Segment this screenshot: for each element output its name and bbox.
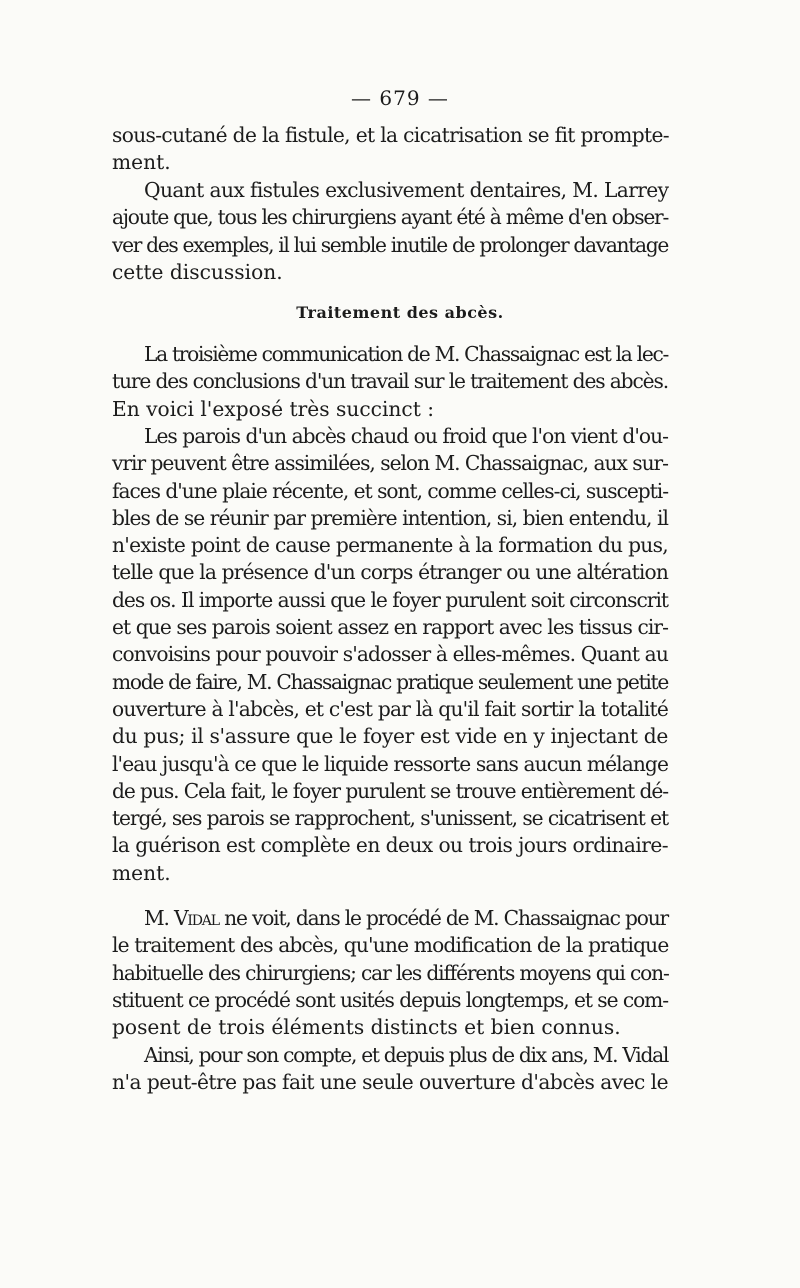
text-line: faces d'une plaie récente, et sont, comme celles-ci, suscepti-	[112, 478, 668, 503]
text-line: ture des conclusions d'un travail sur le traitement des abcès.	[112, 369, 668, 394]
text-line: habituelle des chirurgiens; car les différents moyens qui con-	[112, 960, 669, 985]
text-line: et que ses parois soient assez en rapport avec les tissus cir-	[112, 615, 669, 640]
section-heading: Traitement des abcès.	[296, 303, 504, 322]
text-line: Les parois d'un abcès chaud ou froid que l'on vient d'ou-	[144, 424, 668, 448]
speaker-prefix: M.	[144, 906, 169, 930]
text-line: sous-cutané de la fistule, et la cicatrisation se fit prompte-	[112, 123, 669, 147]
text-line: n'a peut-être pas fait une seule ouverture d'abcès avec le	[112, 1070, 669, 1095]
text-line: Quant aux fistules exclusivement dentaires, M. Larrey	[144, 178, 669, 202]
paragraph-larrey	[112, 177, 668, 286]
text-line	[112, 905, 668, 932]
paragraph-continuation	[112, 122, 668, 177]
text-line: convoisins pour pouvoir s'adosser à elles-mêmes. Quant au	[112, 642, 668, 667]
text-line: Ainsi, pour son compte, et depuis plus de dix ans, M. Vidal	[144, 1043, 668, 1067]
text-line: ment.	[112, 860, 171, 885]
page-number: — 679 —	[351, 86, 449, 110]
text-line: n'existe point de cause permanente à la formation du pus,	[112, 533, 668, 558]
text-line: des os. Il importe aussi que le foyer purulent soit circonscrit	[112, 587, 669, 612]
text-line: La troisième communication de M. Chassaignac est la lec-	[144, 342, 669, 366]
paragraph-conclusions	[112, 423, 668, 887]
text-line: cette discussion.	[112, 259, 283, 284]
text-line: l'eau jusqu'à ce que le liquide ressorte sans aucun mélange	[112, 751, 668, 776]
text-line: En voici l'exposé très succinct :	[112, 396, 435, 421]
text-line: vrir peuvent être assimilées, selon M. Chassaignac, aux sur-	[112, 451, 668, 476]
text-line: ment.	[112, 150, 171, 175]
text-line: tergé, ses parois se rapprochent, s'unissent, se cicatrisent et	[112, 806, 669, 831]
text-line: la guérison est complète en deux ou trois jours ordinaire-	[112, 833, 668, 858]
text-line: stituent ce procédé sont usités depuis longtemps, et se com-	[112, 987, 669, 1012]
text-line: de pus. Cela fait, le foyer purulent se trouve entièrement dé-	[112, 778, 669, 803]
text-line: ajoute que, tous les chirurgiens ayant été à même d'en obser-	[112, 205, 669, 230]
text-line: telle que la présence d'un corps étranger ou une altération	[112, 560, 668, 585]
text-line: posent de trois éléments distincts et bien connus.	[112, 1015, 621, 1040]
text-line: bles de se réunir par première intention, si, bien entendu, il	[112, 505, 668, 530]
text-line: du pus; il s'assure que le foyer est vide en y injectant de	[112, 724, 668, 749]
text-line: mode de faire, M. Chassaignac pratique seulement une petite	[112, 669, 668, 694]
text-line: le traitement des abcès, qu'une modification de la pratique	[112, 933, 669, 958]
paragraph-communication	[112, 341, 668, 423]
paragraph-vidal	[112, 905, 668, 1041]
paragraph-ainsi	[112, 1042, 668, 1097]
speaker-line-rest: ne voit, dans le procédé de M. Chassaignac pour	[224, 906, 668, 930]
speaker-name: Vidal	[174, 906, 219, 930]
text-line: ver des exemples, il lui semble inutile de prolonger davantage	[112, 232, 668, 257]
text-line: ouverture à l'abcès, et c'est par là qu'il fait sortir la totalité	[112, 696, 668, 721]
